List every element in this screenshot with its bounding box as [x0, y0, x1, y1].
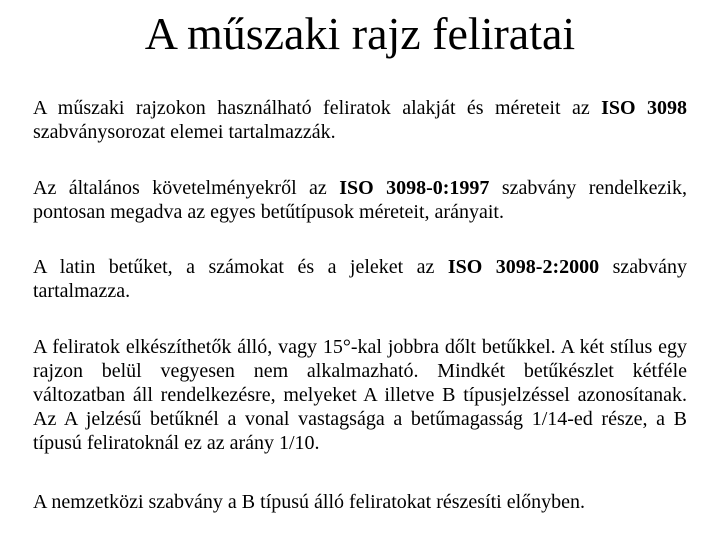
paragraph-latin-letters	[33, 255, 687, 303]
paragraph-text: szabvány rendelkezik, pontosan megadva az egyes betűtípusok méreteit, arányait.	[33, 177, 687, 223]
paragraph-text: A latin betűket, a számokat és a jeleket az	[33, 256, 448, 278]
paragraph-text: szabvány tartalmazza.	[33, 256, 687, 302]
slide-title: A műszaki rajz feliratai	[144, 8, 576, 59]
paragraph-text: A műszaki rajzokon használható feliratok alakját és méreteit az	[33, 97, 602, 119]
paragraph-text: Az általános követelményekről az	[33, 177, 340, 199]
standard-reference: ISO 3098-2:2000	[447, 256, 600, 278]
standard-reference: ISO 3098-0:1997	[339, 177, 490, 199]
paragraph-general-requirements	[33, 176, 687, 224]
paragraph-lettering-styles: A feliratok elkészíthetők álló, vagy 15°-kal jobbra dőlt betűkkel. A két stílus egy rajzon belül vegyesen nem alkalmazható. Mindkét betűkészlet kétféle változatban áll rendelkezésre, melyeket A illetve B típusjelzéssel azonosítanak. Az A jelzésű betűknél a vonal vastagsága a betűmagasság 1/14-ed része, a B típusú feliratoknál ez az arány 1/10.	[33, 336, 687, 454]
paragraph-iso-3098-series	[33, 96, 687, 144]
standard-reference: ISO 3098	[601, 97, 688, 119]
paragraph-text: szabványsorozat elemei tartalmazzák.	[33, 121, 336, 143]
paragraph-preferred-type: A nemzetközi szabvány a B típusú álló feliratokat részesíti előnyben.	[33, 491, 586, 513]
